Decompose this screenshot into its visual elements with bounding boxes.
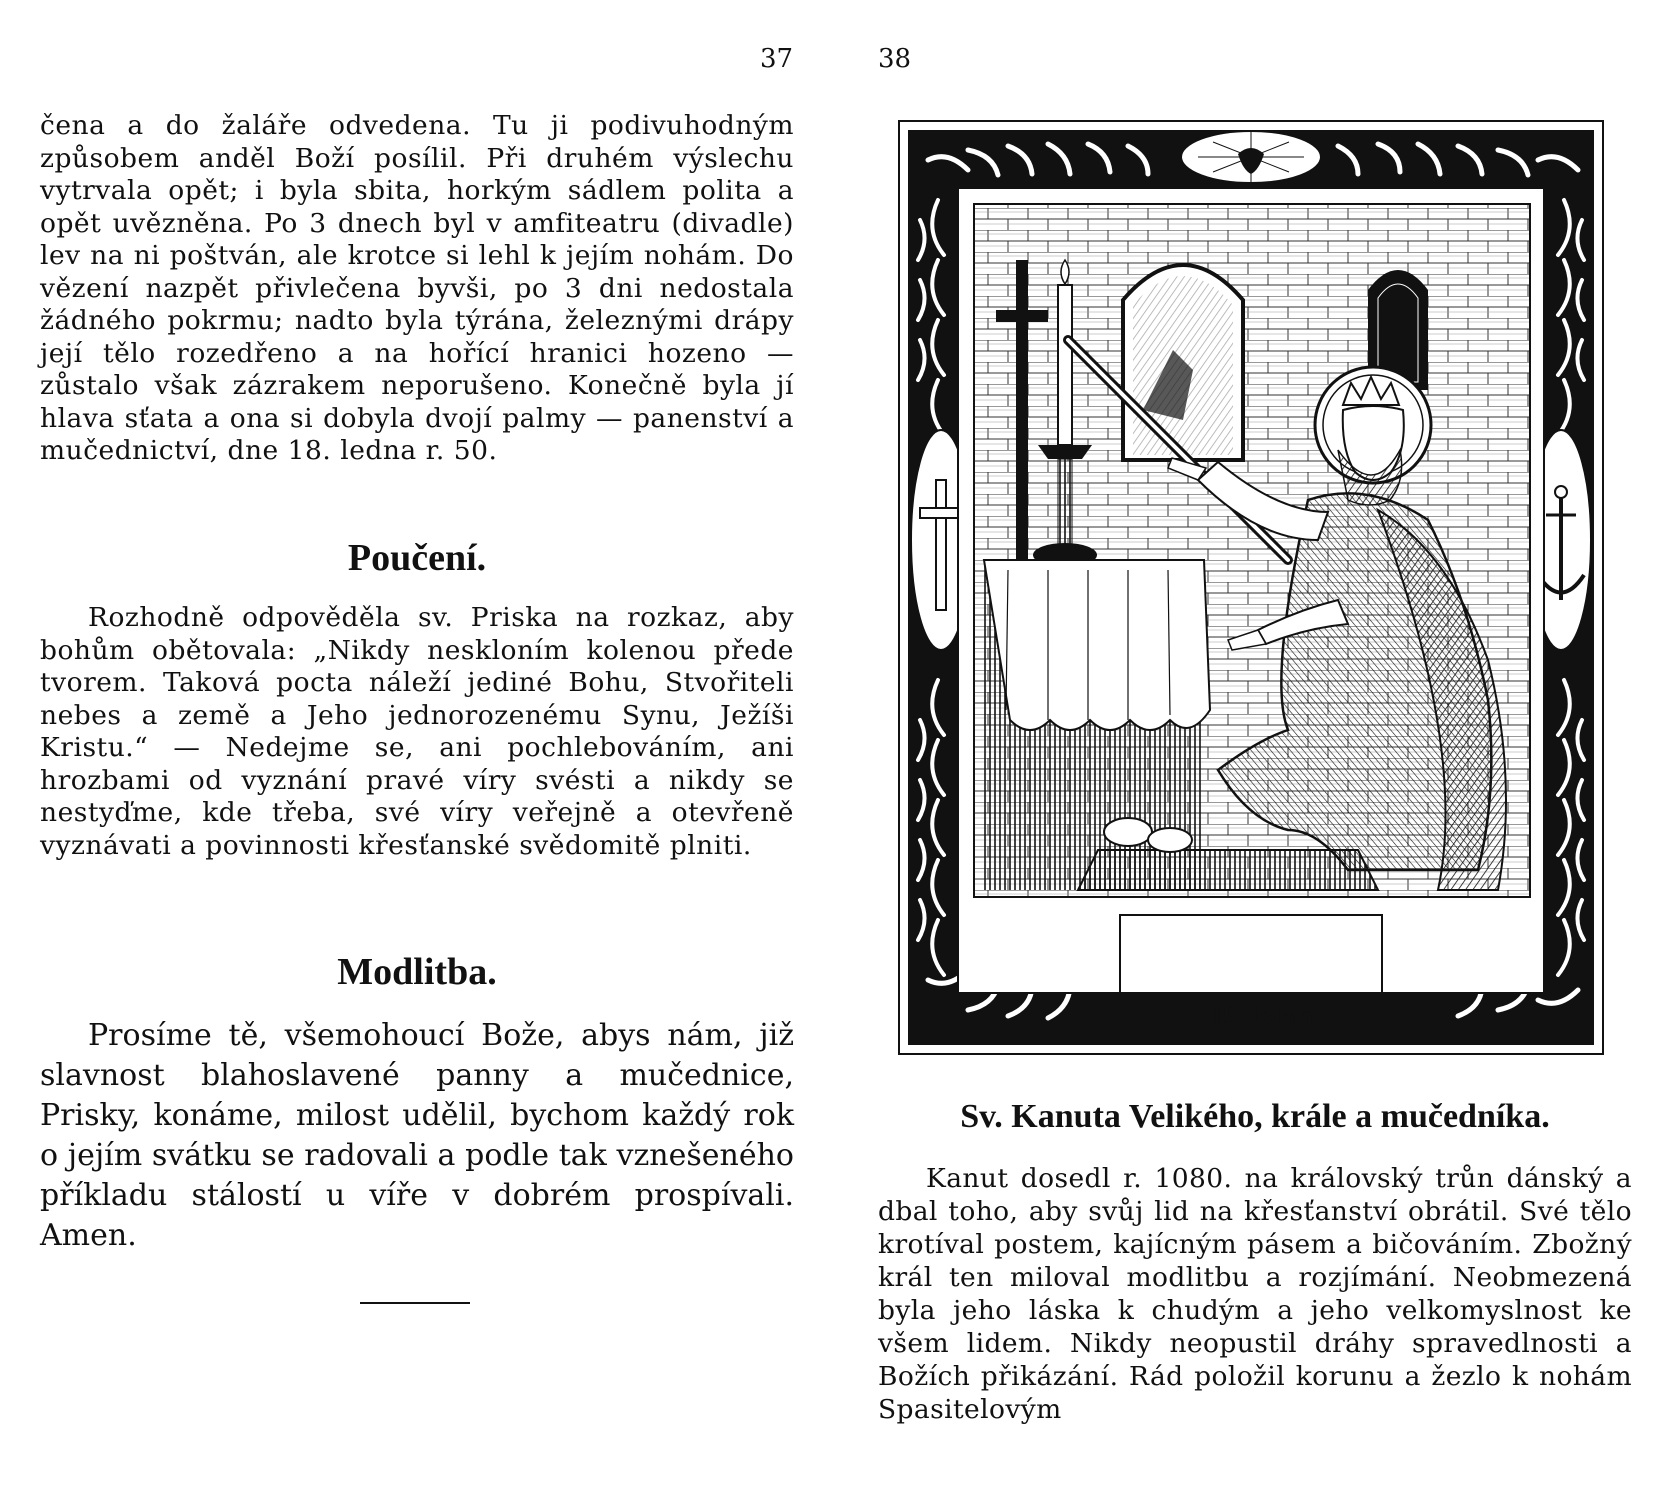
body-paragraph-lesson: Rozhodně odpověděla sv. Priska na rozkaz, aby bohům obětovala: „Nikdy neskloním kolenou přede tvorem. Taková pocta náleží jediné Bohu, Stvořiteli nebes a země a Jeho jednorozenému Synu, Ježíši Kristu.“ — Nedejme se, ani pochlebováním, ani hrozbami od vyznání pravé víry svésti a nikdy se nestyďme, kde třeba, své víry veřejně a otevřeně vyznávati a povinnosti křesťanské svědomitě plniti. <box>40 602 794 861</box>
section-heading-pouceni: Poučení. <box>347 537 487 579</box>
section-end-rule <box>360 1302 470 1304</box>
body-paragraph-martyrdom: čena a do žaláře odvedena. Tu ji podivuhodným způsobem anděl Boží posílil. Při druhém výslechu vytrvala opět; i byla sbita, horkým sádlem polita a opět uvězněna. Po 3 dnech byl v amfiteatru (divadle) lev na ni poštván, ale krotce si lehl k jejím nohám. Do vězení nazpět přivlečena byvši, po 3 dni nedostala žádného pokrmu; nadto byla týrána, železnými drápy její tělo rozedřeno a na hořící hranici hozeno — zůstalo však zázrakem neporušeno. Konečně byla jí hlava sťata a ona si dobyla dvojí palmy — panenství a mučednictví, dne 18. ledna r. 50. <box>40 110 794 466</box>
body-paragraph-kanut: Kanut dosedl r. 1080. na královský trůn dánský a dbal toho, aby svůj lid na křesťanství obrátil. Své tělo krotíval postem, kajícným pásem a bičováním. Zbožný král ten miloval modlitbu a rozjímání. Neobmezená byla jeho láska k chudým a jeho velkomyslnost ke všem lidem. Nikdy neopustil dráhy spravedlnosti a Božích přikázání. Rád položil korunu a žezlo k nohám Spasitelovým <box>878 1163 1632 1425</box>
page-number-left: 37 <box>760 44 794 74</box>
section-heading-saint-kanut: Sv. Kanuta Velikého, krále a mučedníka. <box>960 1098 1550 1135</box>
prayer-paragraph: Prosíme tě, všemohoucí Bože, abys nám, již slavnost blahoslavené panny a mučednice, Prisky, konáme, milost udělil, bychom každý rok o jejím svátku se radovali a podle tak vznešeného příkladu stálostí u víře v dobrém prospívali. Amen. <box>40 1018 794 1253</box>
section-heading-modlitba: Modlitba. <box>337 951 497 993</box>
kneeling-king-engraving <box>898 120 1604 1055</box>
page-number-right: 38 <box>878 44 912 74</box>
feast-date-caption: 19. ledna. <box>1209 1000 1321 1030</box>
